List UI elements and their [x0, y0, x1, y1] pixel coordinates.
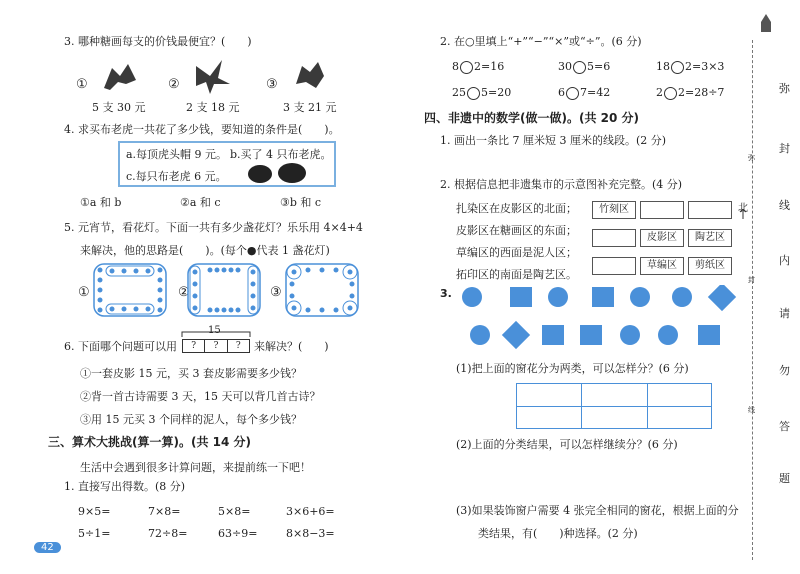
q5-opt2[interactable]: ② [178, 285, 190, 300]
q5-opt3[interactable]: ③ [270, 285, 282, 300]
margin-char: 勿 [779, 364, 790, 377]
op-item [558, 60, 610, 74]
calc-item[interactable]: 8×8−3= [286, 527, 335, 540]
north-label: 北 [738, 203, 748, 214]
q5-opt1[interactable]: ① [78, 285, 90, 300]
map-cell: 竹刻区 [592, 201, 636, 219]
op-circle[interactable] [573, 61, 586, 74]
q3-opt2[interactable]: ② [168, 77, 180, 92]
calc-item[interactable]: 5×8= [218, 505, 251, 518]
q6-bar-cell: ? [183, 340, 205, 352]
calc-item[interactable]: 72÷8= [148, 527, 188, 540]
map-cell[interactable] [592, 229, 636, 247]
section-3-intro: 生活中会遇到很多计算问题，来提前练一下吧！ [80, 461, 311, 474]
q4-opt1[interactable]: ①a 和 b [80, 196, 122, 209]
op-circle[interactable] [460, 61, 473, 74]
sugar-painting-2-icon [192, 56, 232, 96]
op-rest: 2=3×3 [685, 60, 725, 73]
op-item [656, 60, 724, 74]
margin-char: 请 [779, 307, 790, 320]
margin-char: 答 [779, 420, 790, 433]
op-circle[interactable] [664, 87, 677, 100]
map-cell[interactable] [640, 201, 684, 219]
calc-item[interactable]: 5÷1= [78, 527, 111, 540]
margin-char: 题 [779, 472, 790, 485]
lantern-diagram-1 [92, 262, 168, 318]
map-cell: 陶艺区 [688, 229, 732, 247]
q6-text-post: 来解决？( ) [254, 340, 329, 353]
s4-q3c1: (3)如果装饰窗户需要 4 张完全相同的窗花，根据上面的分 [456, 504, 739, 517]
map-cell[interactable] [592, 257, 636, 275]
q3-text: 3. 哪种糖画每支的价钱最便宜？( ) [64, 35, 252, 48]
s4-info: 皮影区在糖画区的东面； [456, 224, 577, 237]
margin-char: 线 [779, 199, 790, 212]
op-circle[interactable] [467, 87, 480, 100]
s4-info: 扎染区在皮影区的北面； [456, 202, 577, 215]
map-cell[interactable] [688, 201, 732, 219]
s4-q1: 1. 画出一条比 7 厘米短 3 厘米的线段。(2 分) [440, 134, 667, 147]
op-num: 18 [656, 60, 670, 73]
q4-cond-c: c.每只布老虎 6 元。 [126, 170, 227, 183]
q6-bar-cell: ? [235, 341, 241, 351]
classify-table[interactable] [516, 383, 712, 429]
q6-bar-cell: ? [205, 340, 227, 352]
margin-char: 内 [779, 254, 790, 267]
op-circle[interactable] [566, 87, 579, 100]
lantern-diagram-3 [284, 262, 360, 318]
q6-text-pre: 6. 下面哪个问题可以用 [64, 340, 177, 353]
lantern-diagram-2 [186, 262, 262, 318]
op-num: 8 [452, 60, 459, 73]
north-arrow-icon [739, 209, 747, 219]
s4-q3: 3. [440, 287, 452, 300]
sugar-painting-1-icon [98, 58, 140, 94]
q3-opt3[interactable]: ③ [266, 77, 278, 92]
op-item [656, 86, 724, 100]
op-circle[interactable] [671, 61, 684, 74]
sugar-painting-3-icon [290, 58, 330, 94]
s4-q2: 2. 根据信息把非遗集市的示意图补充完整。(4 分) [440, 178, 683, 191]
q3-cap3: 3 支 21 元 [283, 101, 337, 114]
q4-opt2[interactable]: ②a 和 c [180, 196, 221, 209]
op-item [452, 60, 504, 74]
map-cell: 草编区 [640, 257, 684, 275]
margin-char: 封 [779, 142, 790, 155]
q3-cap2: 2 支 18 元 [186, 101, 240, 114]
q5-line2: 来解决，他的思路是( )。(每个●代表 1 盏花灯) [80, 244, 330, 257]
op-rest: 7=42 [580, 86, 611, 99]
paper-cuts [462, 285, 740, 351]
calc-item[interactable]: 63÷9= [218, 527, 258, 540]
rocket-icon [760, 14, 772, 36]
calc-item[interactable]: 3×6+6= [286, 505, 335, 518]
s4-info: 草编区的西面是泥人区； [456, 246, 577, 259]
op-num: 25 [452, 86, 466, 99]
cloth-tiger-icon [242, 160, 312, 186]
q5-line1: 5. 元宵节，看花灯。下面一共有多少盏花灯？乐乐用 4×4+4 [64, 221, 363, 234]
op-rest: 5=6 [587, 60, 611, 73]
q6-bar-total: 15 [208, 325, 221, 336]
op-item [558, 86, 610, 100]
section-4-title: 四、非遗中的数学(做一做)。(共 20 分) [424, 111, 639, 125]
section-3-title: 三、算术大挑战(算一算)。(共 14 分) [48, 435, 251, 449]
map-cell: 皮影区 [640, 229, 684, 247]
s3-q1: 1. 直接写出得数。(8 分) [64, 480, 186, 493]
op-rest: 2=16 [474, 60, 505, 73]
calc-item[interactable]: 9×5= [78, 505, 111, 518]
q6-brace [180, 330, 252, 338]
map-cell: 剪纸区 [688, 257, 732, 275]
q3-cap1: 5 支 30 元 [92, 101, 146, 114]
s4-q3a: (1)把上面的窗花分为两类，可以怎样分？(6 分) [456, 362, 689, 375]
q6-opt1[interactable]: ①一套皮影 15 元，买 3 套皮影需要多少钱？ [80, 367, 302, 380]
op-num: 2 [656, 86, 663, 99]
q3-opt1[interactable]: ① [76, 77, 88, 92]
margin-char: 弥 [779, 82, 790, 95]
op-rest: 2=28÷7 [678, 86, 725, 99]
s4-q3c2: 类结果，有( )种选择。(2 分) [478, 527, 638, 540]
margin-small: 弥 [748, 154, 755, 162]
margin-dashline [752, 40, 753, 560]
q6-opt2[interactable]: ②背一首古诗需要 3 天，15 天可以背几首古诗？ [80, 390, 321, 403]
op-item [452, 86, 511, 100]
q4-opt3[interactable]: ③b 和 c [280, 196, 322, 209]
r-q2-text: 2. 在○里填上“+”“−”“×”或“÷”。(6 分) [440, 35, 642, 48]
margin-small: 线 [748, 406, 755, 414]
s4-q3b: (2)上面的分类结果，可以怎样继续分？(6 分) [456, 438, 678, 451]
page-number: 42 [34, 542, 61, 553]
op-rest: 5=20 [481, 86, 512, 99]
margin-small: 封 [748, 276, 755, 284]
q4-cond-b: b.买了 4 只布老虎。 [230, 148, 332, 161]
op-num: 30 [558, 60, 572, 73]
calc-item[interactable]: 7×8= [148, 505, 181, 518]
s4-info: 拓印区的南面是陶艺区。 [456, 268, 577, 281]
q6-opt3[interactable]: ③用 15 元买 3 个同样的泥人，每个多少钱？ [80, 413, 302, 426]
q4-text: 4. 求买布老虎一共花了多少钱，要知道的条件是( )。 [64, 123, 340, 136]
q4-cond-a: a.每顶虎头帽 9 元。 [126, 148, 228, 161]
q6-bar [182, 339, 250, 353]
op-num: 6 [558, 86, 565, 99]
